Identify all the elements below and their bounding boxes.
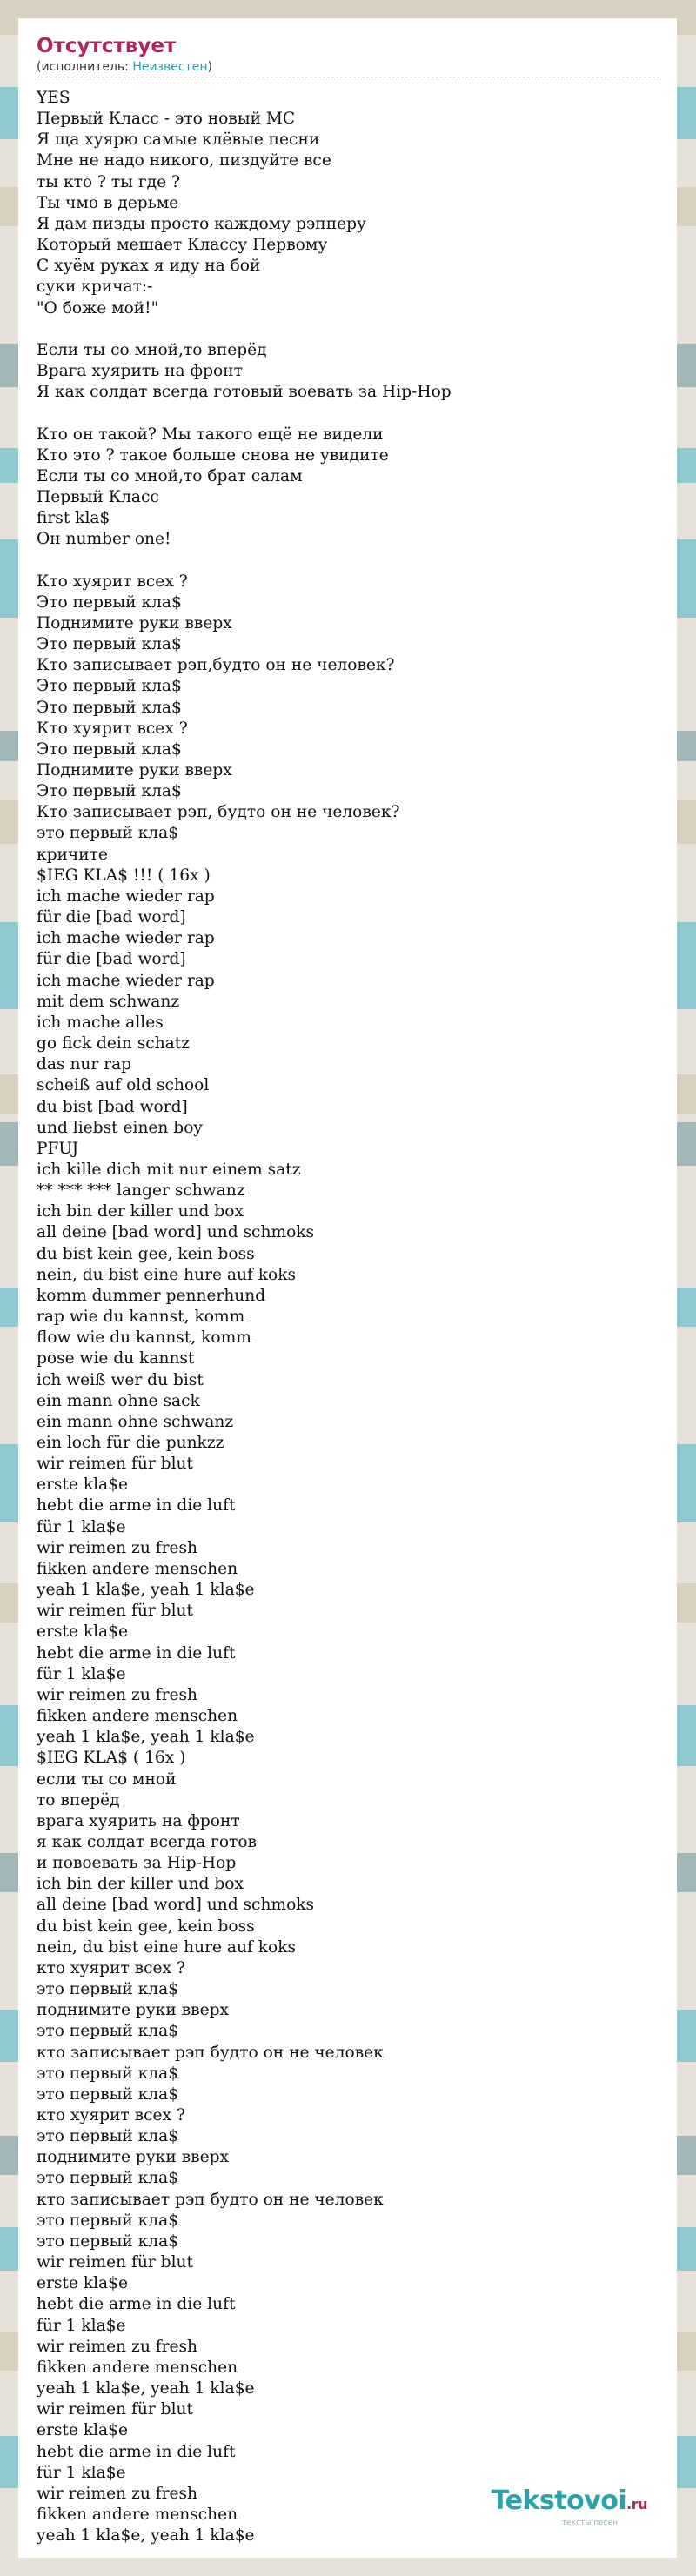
lyric-line: поднимите руки вверх: [37, 2148, 229, 2167]
lyric-line: [37, 550, 663, 571]
lyric-line: и повоевать за Hip-Hop: [37, 1854, 237, 1873]
lyric-line: я как солдат всегда готов: [37, 1832, 257, 1851]
lyric-line: wir reimen zu fresh: [37, 2484, 197, 2503]
lyric-line: du bist kein gee, kein boss: [37, 1917, 255, 1936]
lyric-line: all deine [bad word] und schmoks: [37, 1896, 315, 1915]
lyric-line: du bist kein gee, kein boss: [37, 1244, 255, 1263]
lyric-line: für 1 kla$e: [37, 2463, 126, 2482]
lyric-line: wir reimen zu fresh: [37, 1685, 197, 1704]
lyric-line: это первый кла$: [37, 2169, 179, 2188]
lyric-line: это первый кла$: [37, 2127, 179, 2146]
lyric-line: Он number one!: [37, 530, 171, 549]
lyric-line: Ты чмо в дерьме: [37, 193, 179, 212]
lyric-line: С хуём руках я иду на бой: [37, 257, 261, 276]
lyric-line: fikken andere menschen: [37, 2358, 238, 2377]
lyric-line: это первый кла$: [37, 1980, 179, 1999]
lyric-line: PFUJ: [37, 1139, 79, 1158]
lyric-line: ich mache wieder rap: [37, 971, 215, 990]
lyric-line: wir reimen zu fresh: [37, 2337, 197, 2356]
lyric-line: Я ща хуярю самые клёвые песни: [37, 130, 320, 150]
lyric-line: hebt die arme in die luft: [37, 2442, 236, 2461]
lyric-line: Первый Класс: [37, 487, 159, 506]
lyric-line: nein, du bist eine hure auf koks: [37, 1265, 296, 1284]
lyric-line: это первый кла$: [37, 2211, 179, 2230]
lyric-line: ich weiß wer du bist: [37, 1370, 204, 1389]
logo-name: Tekstovoi: [491, 2486, 627, 2516]
lyric-line: "О боже мой!": [37, 298, 159, 318]
lyric-line: Поднимите руки вверх: [37, 613, 232, 632]
lyric-line: first kla$: [37, 509, 110, 528]
lyric-line: [37, 319, 663, 340]
lyric-line: кто хуярит всех ?: [37, 2106, 185, 2124]
lyric-line: Первый Класс - это новый МС: [37, 110, 296, 129]
lyric-line: ein mann ohne schwanz: [37, 1412, 234, 1431]
lyric-line: yeah 1 kla$e, yeah 1 kla$e: [37, 1581, 255, 1600]
lyric-line: für 1 kla$e: [37, 2316, 126, 2335]
lyric-line: für die [bad word]: [37, 908, 186, 927]
lyric-line: Мне не надо никого, пиздуйте все: [37, 151, 331, 171]
lyrics-card: [18, 18, 677, 2558]
lyric-line: mit dem schwanz: [37, 992, 180, 1011]
lyric-line: это первый кла$: [37, 2084, 179, 2104]
lyric-line: Который мешает Классу Первому: [37, 236, 328, 255]
lyric-line: ты кто ? ты где ?: [37, 172, 180, 191]
lyric-line: кричите: [37, 845, 108, 864]
lyric-line: erste kla$e: [37, 1475, 128, 1495]
lyric-line: und liebst einen boy: [37, 1118, 203, 1137]
lyric-line: ein loch für die punkzz: [37, 1434, 224, 1452]
lyric-line: суки кричат:-: [37, 278, 153, 297]
lyric-line: кто хуярит всех ?: [37, 1958, 185, 1977]
lyric-line: Кто записывает рэп, будто он не человек?: [37, 803, 400, 822]
lyric-line: du bist [bad word]: [37, 1097, 188, 1116]
lyric-line: если ты со мной: [37, 1770, 177, 1789]
lyric-line: für die [bad word]: [37, 950, 186, 969]
lyric-line: go fick dein schatz: [37, 1034, 191, 1054]
lyric-line: fikken andere menschen: [37, 1559, 238, 1578]
artist-link[interactable]: Неизвестен: [132, 60, 208, 74]
lyric-line: ich mache wieder rap: [37, 887, 215, 906]
artist-prefix: (исполнитель:: [37, 60, 133, 74]
lyric-line: Если ты со мной,то брат салам: [37, 466, 303, 485]
lyric-line: erste kla$e: [37, 2421, 128, 2440]
lyric-line: Это первый кла$: [37, 782, 182, 801]
song-header: [37, 33, 659, 75]
lyric-line: yeah 1 kla$e, yeah 1 kla$e: [37, 2526, 255, 2546]
lyric-line: Кто записывает рэп,будто он не человек?: [37, 656, 395, 675]
lyric-line: nein, du bist eine hure auf koks: [37, 1937, 296, 1957]
lyrics-text: [37, 88, 663, 2546]
lyric-line: Я как солдат всегда готовый воевать за Hip-Hop: [37, 383, 452, 402]
site-logo[interactable]: [492, 2487, 647, 2527]
lyric-line: $IEG KLA$ ( 16x ): [37, 1749, 186, 1768]
lyric-line: Это первый кла$: [37, 635, 182, 654]
lyric-line: fikken andere menschen: [37, 1707, 238, 1726]
lyric-line: Поднимите руки вверх: [37, 761, 232, 779]
lyric-line: erste kla$e: [37, 1623, 128, 1642]
lyric-line: pose wie du kannst: [37, 1349, 195, 1368]
lyric-line: hebt die arme in die luft: [37, 1496, 236, 1515]
lyric-line: то вперёд: [37, 1790, 120, 1810]
lyric-line: ich mache alles: [37, 1013, 164, 1032]
lyric-line: wir reimen für blut: [37, 1455, 193, 1474]
lyric-line: all deine [bad word] und schmoks: [37, 1223, 315, 1242]
lyric-line: fikken andere menschen: [37, 2505, 238, 2524]
lyric-line: für 1 kla$e: [37, 1517, 126, 1536]
lyric-line: Это первый кла$: [37, 592, 182, 612]
lyric-line: ** *** *** langer schwanz: [37, 1181, 245, 1201]
lyric-line: ich bin der killer und box: [37, 1202, 244, 1221]
lyric-line: wir reimen für blut: [37, 2253, 193, 2272]
lyric-line: erste kla$e: [37, 2274, 128, 2293]
lyric-line: für 1 kla$e: [37, 1664, 126, 1683]
lyric-line: wir reimen zu fresh: [37, 1538, 197, 1557]
lyric-line: ein mann ohne sack: [37, 1391, 200, 1410]
lyric-line: Если ты со мной,то вперёд: [37, 340, 267, 359]
lyric-line: Кто хуярит всех ?: [37, 719, 188, 738]
lyric-line: Я дам пизды просто каждому рэпперу: [37, 214, 366, 233]
lyric-line: кто записывает рэп будто он не человек: [37, 2190, 384, 2209]
artist-suffix: ): [207, 60, 212, 74]
lyric-line: Это первый кла$: [37, 698, 182, 717]
lyric-line: ich bin der killer und box: [37, 1875, 244, 1894]
logo-suffix: .ru: [626, 2496, 647, 2512]
lyric-line: ich kille dich mit nur einem satz: [37, 1160, 301, 1179]
lyric-line: $IEG KLA$ !!! ( 16x ): [37, 866, 211, 885]
lyric-line: Врага хуярить на фронт: [37, 362, 243, 381]
lyric-line: [37, 403, 663, 424]
lyric-line: Кто хуярит всех ?: [37, 572, 188, 591]
lyric-line: это первый кла$: [37, 2022, 179, 2041]
lyric-line: wir reimen für blut: [37, 2400, 193, 2419]
lyric-line: Это первый кла$: [37, 677, 182, 696]
song-title: Отсутствует: [37, 35, 177, 57]
lyric-line: ich mache wieder rap: [37, 929, 215, 948]
lyric-line: это первый кла$: [37, 2231, 179, 2251]
lyric-line: yeah 1 kla$e, yeah 1 kla$e: [37, 2379, 255, 2399]
lyric-line: wir reimen für blut: [37, 1602, 193, 1621]
lyric-line: flow wie du kannst, komm: [37, 1328, 251, 1348]
lyric-line: rap wie du kannst, komm: [37, 1308, 245, 1327]
lyric-line: komm dummer pennerhund: [37, 1286, 266, 1305]
lyric-line: это первый кла$: [37, 824, 179, 843]
artist-line: [37, 59, 659, 75]
lyric-line: das nur rap: [37, 1055, 132, 1074]
lyric-line: hebt die arme in die luft: [37, 1643, 236, 1663]
lyric-line: кто записывает рэп будто он не человек: [37, 2043, 384, 2062]
lyric-line: hebt die arme in die luft: [37, 2295, 236, 2314]
lyric-line: scheiß auf old school: [37, 1076, 210, 1095]
lyric-line: yeah 1 kla$e, yeah 1 kla$e: [37, 1728, 255, 1747]
lyric-line: YES: [37, 89, 70, 107]
lyric-line: врага хуярить на фронт: [37, 1811, 240, 1830]
lyric-line: Кто он такой? Мы такого ещё не видели: [37, 425, 384, 444]
logo-tagline: тексты песен: [561, 2519, 618, 2527]
lyric-line: это первый кла$: [37, 2064, 179, 2083]
lyric-line: поднимите руки вверх: [37, 2001, 229, 2020]
lyric-line: Кто это ? такое больше снова не увидите: [37, 445, 389, 465]
lyric-line: Это первый кла$: [37, 739, 182, 759]
